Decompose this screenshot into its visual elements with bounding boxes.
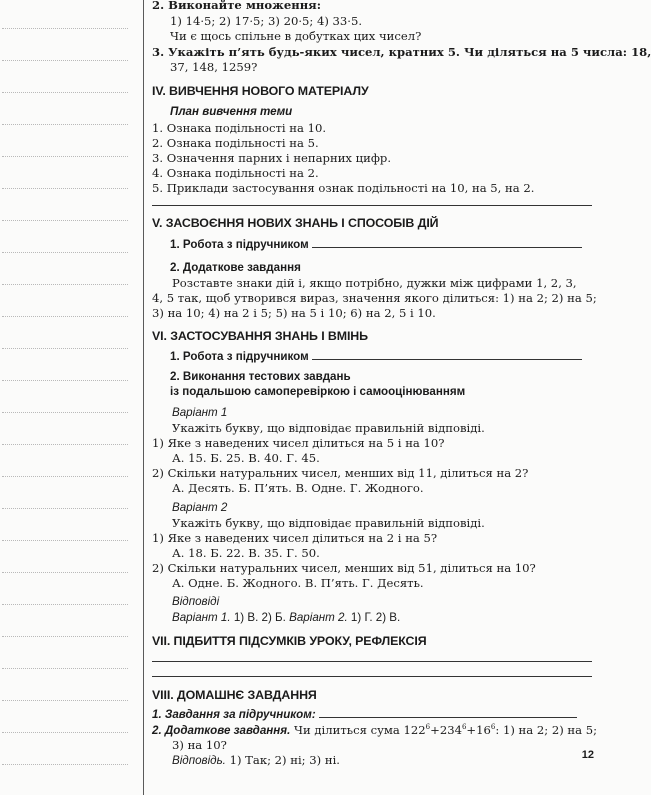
homework-task-2-line2: 3) на 10? [172,738,227,752]
section-vi-task-2-line2: із подальшою самоперевіркою і самооцінюванням [170,385,466,398]
plan-item-2: 2. Ознака подільності на 5. [152,136,319,150]
section-v-title: V. ЗАСВОЄННЯ НОВИХ ЗНАНЬ І СПОСОБІВ ДІЙ [152,216,439,230]
margin-line [2,764,128,765]
homework-answer-text: 1) Так; 2) ні; 3) ні. [225,753,340,767]
margin-line [2,700,128,701]
answer-line [152,676,592,677]
variant-1-title: Варіант 1 [172,406,228,419]
variant-1-question-1-options: А. 15. Б. 25. В. 40. Г. 45. [172,451,320,465]
exponent: 6 [425,723,431,732]
answers-variant-2-label: Варіант 2. [289,611,348,624]
warmup-item-3-line2: 37, 148, 1259? [170,60,258,74]
homework-task-2-label: 2. Додаткове завдання. [152,724,291,737]
answers-title: Відповіді [172,595,220,608]
plan-item-4: 4. Ознака подільності на 2. [152,166,319,180]
exponent: 6 [461,723,467,732]
margin-line [2,316,128,317]
task-paragraph-line3: 3) на 10; 4) на 2 і 5; 5) на 5 і 10; 6) на 2, 5 і 10. [152,306,436,320]
divider [152,205,592,206]
answers-variant-2-text: 1) Г. 2) В. [347,611,401,624]
margin-line [2,284,128,285]
variant-1-instruction: Укажіть букву, що відповідає правильній відповіді. [172,421,485,435]
margin-line [2,572,128,573]
homework-task-2-line1 [152,723,597,738]
answers-variant-1-label: Варіант 1. [172,611,231,624]
margin-line [2,636,128,637]
exponent: 6 [490,723,496,732]
homework-task-1-label: 1. Завдання за підручником: [152,708,316,721]
variant-2-question-2: 2) Скільки натуральних чисел, менших від 51, ділиться на 10? [152,561,536,575]
warmup-item-2-question: Чи є щось спільне в добутках цих чисел? [170,29,422,43]
page-number: 12 [581,748,594,761]
section-viii-title: VIII. ДОМАШНЄ ЗАВДАННЯ [152,688,317,702]
variant-1-question-2: 2) Скільки натуральних чисел, менших від 11, ділиться на 2? [152,466,529,480]
margin-line [2,124,128,125]
variant-1-question-2-options: А. Десять. Б. П’ять. В. Одне. Г. Жодного. [172,481,424,495]
margin-rule [143,0,144,795]
variant-2-instruction: Укажіть букву, що відповідає правильній відповіді. [172,516,485,530]
margin-line [2,476,128,477]
margin-line [2,348,128,349]
homework-answer-label: Відповідь. [172,754,226,767]
answer-blank [319,707,577,718]
margin-line [2,28,128,29]
variant-2-question-1: 1) Яке з наведених чисел ділиться на 2 і на 5? [152,531,438,545]
homework-task-2-term: +16 [466,723,491,737]
warmup-item-2-values: 1) 14·5; 2) 17·5; 3) 20·5; 4) 33·5. [170,14,363,28]
margin-line [2,412,128,413]
margin-line [2,508,128,509]
homework-task-2-options: : 1) на 2; 2) на 5; [495,723,598,737]
warmup-item-3-line1: 3. Укажіть п’ять будь-яких чисел, кратних 5. Чи діляться на 5 числа: 18, [152,45,651,59]
answer-blank [312,237,582,248]
answer-line [152,661,592,662]
margin-line [2,220,128,221]
homework-task-2-term: +234 [430,723,462,737]
margin-line [2,60,128,61]
margin-line [2,92,128,93]
variant-2-question-1-options: А. 18. Б. 22. В. 35. Г. 50. [172,546,320,560]
plan-item-5: 5. Приклади застосування ознак подільності на 10, на 5, на 2. [152,181,535,195]
answer-blank [312,349,582,360]
warmup-item-2-title: 2. Виконайте множення: [152,0,322,12]
margin-line [2,380,128,381]
section-v-task-1-label: 1. Робота з підручником [170,238,309,251]
margin-line [2,540,128,541]
margin-line [2,604,128,605]
margin-line [2,252,128,253]
plan-title: План вивчення теми [170,105,293,118]
answers-variant-1-text: 1) В. 2) Б. [230,611,290,624]
margin-line [2,444,128,445]
plan-item-1: 1. Ознака подільності на 10. [152,121,327,135]
margin-line [2,188,128,189]
section-v-task-2: 2. Додаткове завдання [170,261,301,274]
section-vi-task-1-label: 1. Робота з підручником [170,350,309,363]
task-paragraph-line2: 4, 5 так, щоб утворився вираз, значення якого ділиться: 1) на 2; 2) на 5; [152,291,597,305]
section-vii-title: VII. ПІДБИТТЯ ПІДСУМКІВ УРОКУ, РЕФЛЕКСІЯ [152,634,427,648]
section-vi-task-1 [170,349,582,364]
variant-1-question-1: 1) Яке з наведених чисел ділиться на 5 і на 10? [152,436,445,450]
plan-item-3: 3. Означення парних і непарних цифр. [152,151,392,165]
margin-line [2,668,128,669]
margin-line [2,732,128,733]
variant-2-title: Варіант 2 [172,501,228,514]
margin-line [2,156,128,157]
section-v-task-1 [170,237,582,252]
variant-2-question-2-options: А. Одне. Б. Жодного. В. П’ять. Г. Десять. [172,576,424,590]
homework-task-1 [152,707,577,722]
section-vi-title: VI. ЗАСТОСУВАННЯ ЗНАНЬ І ВМІНЬ [152,329,368,343]
homework-answer [172,753,340,768]
answers-line [172,610,400,625]
task-paragraph-line1: Розставте знаки дій і, якщо потрібно, дужки між цифрами 1, 2, 3, [172,276,577,290]
homework-task-2-text: Чи ділиться сума 122 [290,723,426,737]
section-iv-title: IV. ВИВЧЕННЯ НОВОГО МАТЕРІАЛУ [152,84,369,98]
notes-margin [0,0,136,795]
section-vi-task-2-line1: 2. Виконання тестових завдань [170,370,351,383]
